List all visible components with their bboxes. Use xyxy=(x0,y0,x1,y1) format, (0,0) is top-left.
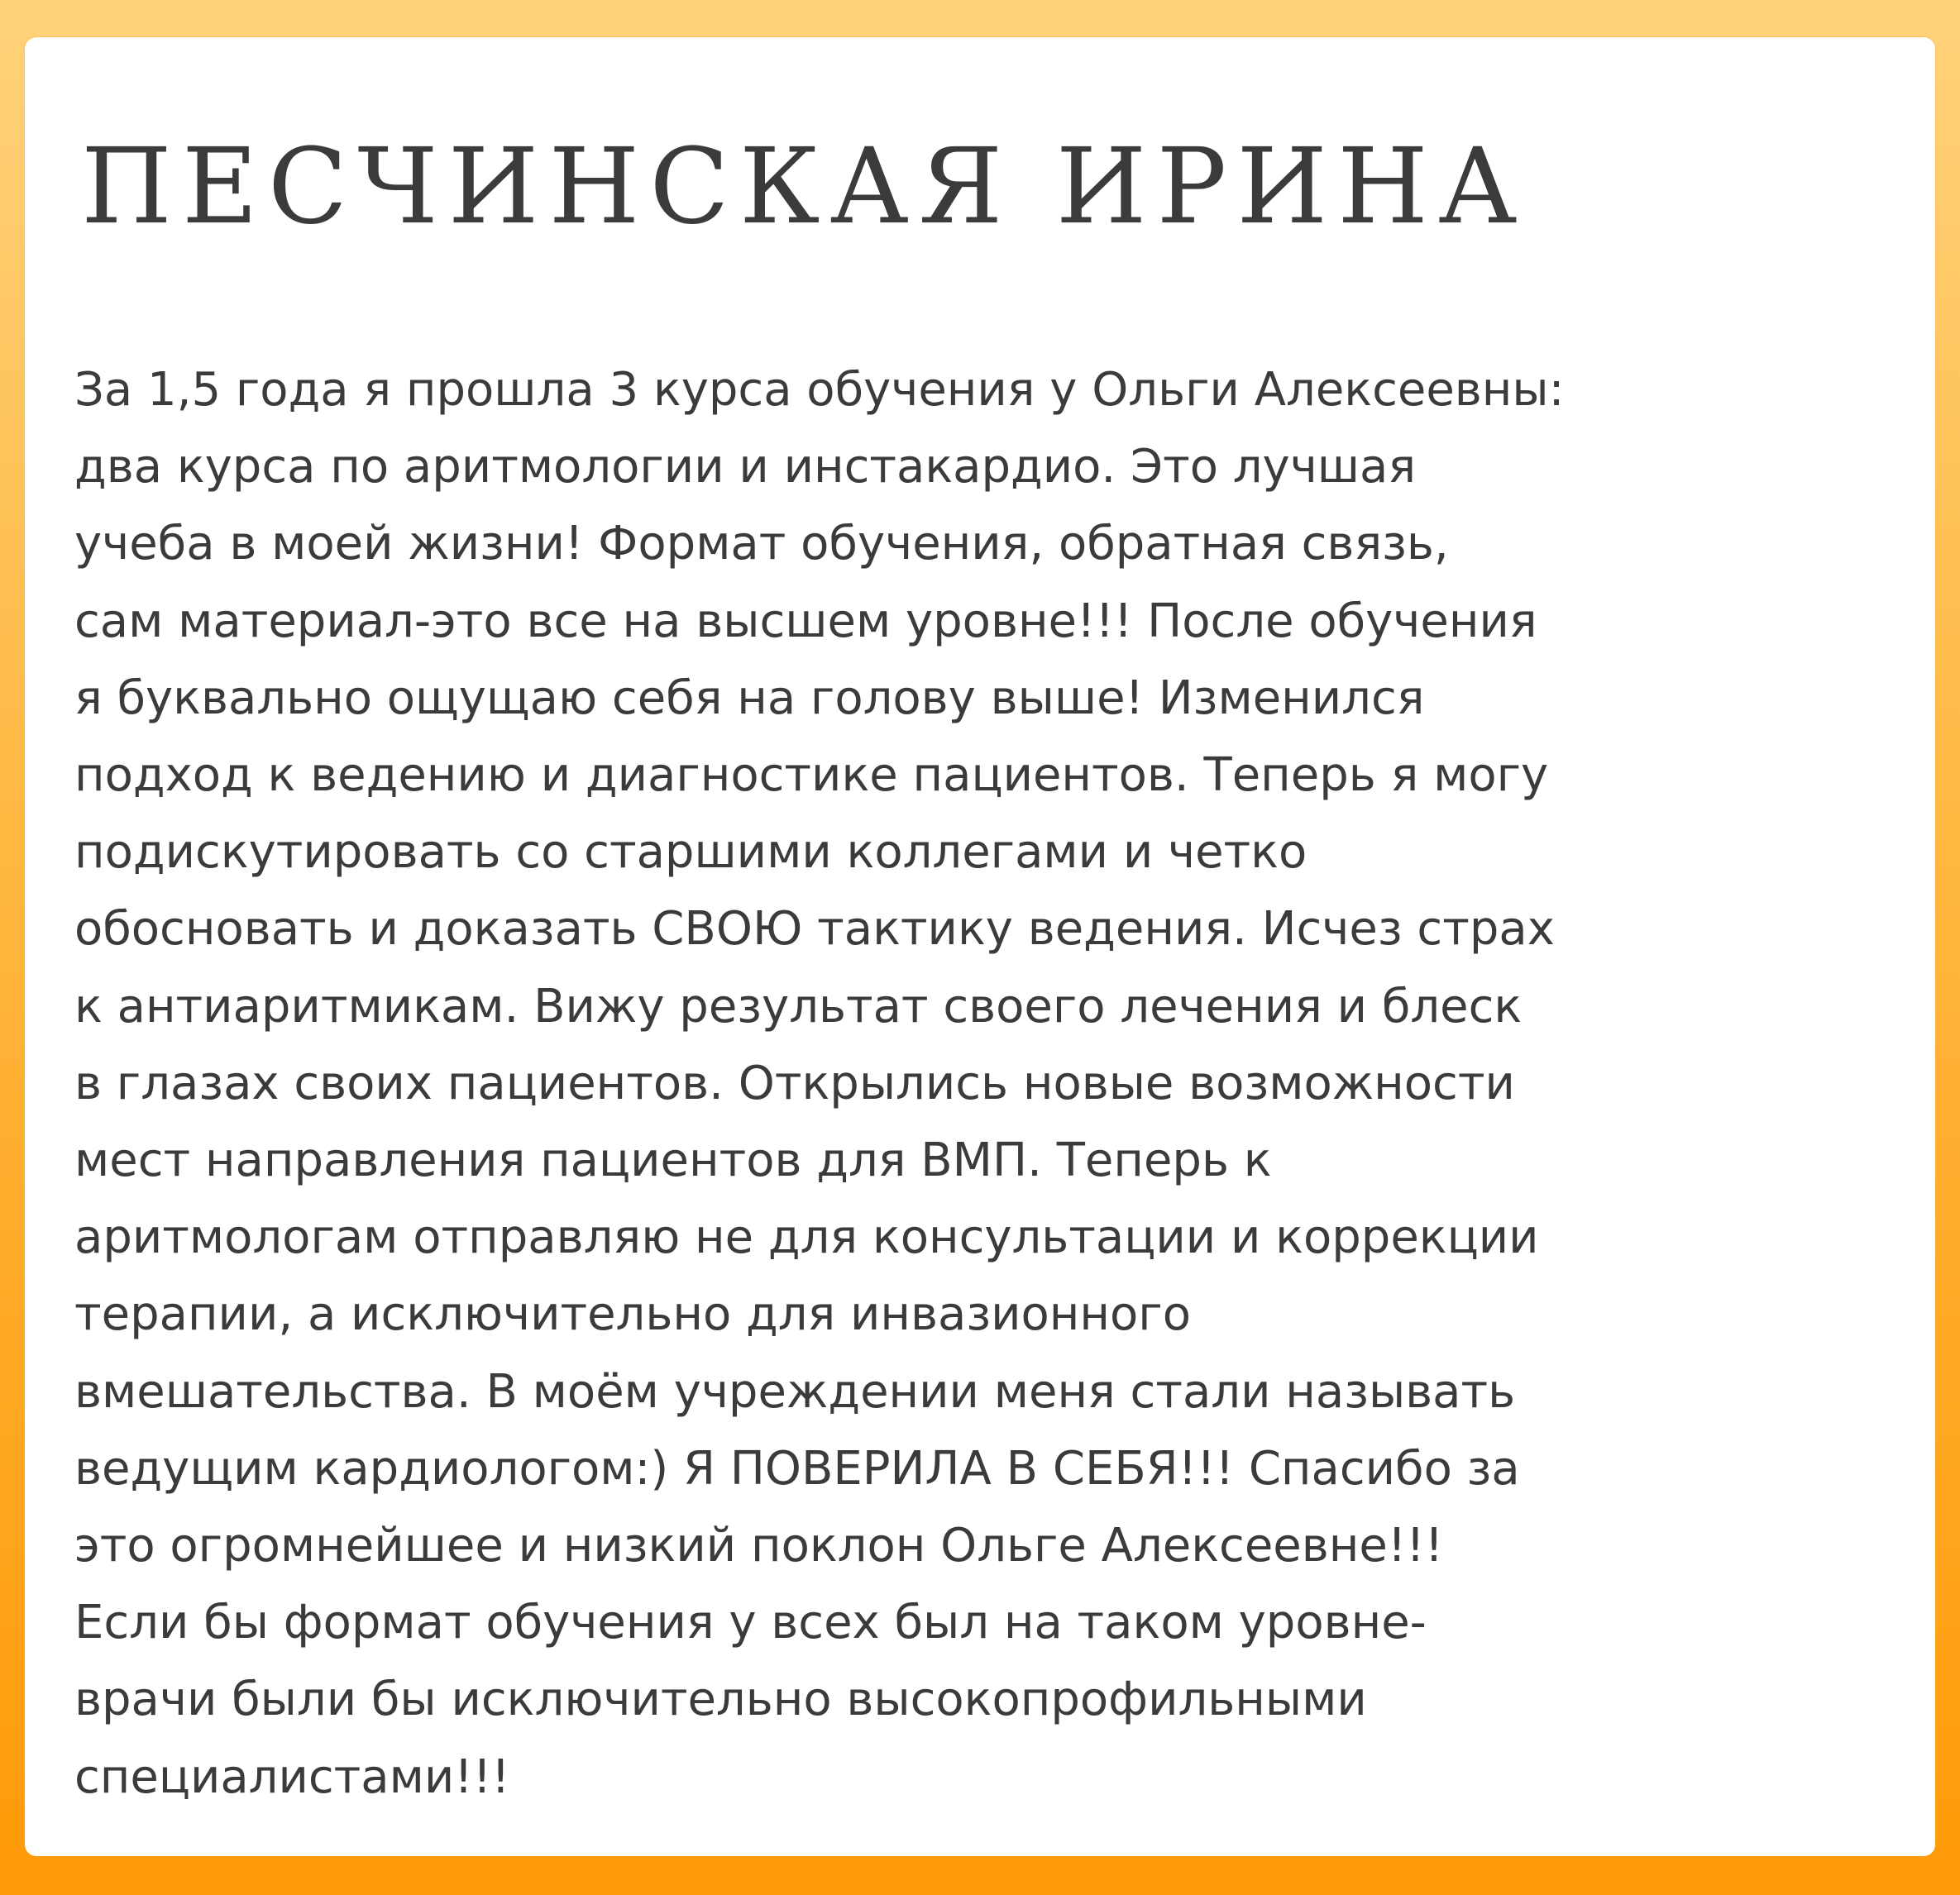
review-line: врачи были бы исключительно высокопрофильными xyxy=(74,1673,1367,1727)
review-line: обосновать и доказать СВОЮ тактику ведения. Исчез страх xyxy=(74,902,1555,957)
review-line: учеба в моей жизни! Формат обучения, обратная связь, xyxy=(74,517,1449,571)
review-line: специалистами!!! xyxy=(74,1749,510,1804)
review-line: вмешательства. В моём учреждении меня стали называть xyxy=(74,1364,1516,1419)
review-line: я буквально ощущаю себя на голову выше! Изменился xyxy=(74,671,1425,725)
review-line: это огромнейшее и низкий поклон Ольге Алексеевне!!! xyxy=(74,1519,1444,1573)
review-line: аритмологам отправляю не для консультации и коррекции xyxy=(74,1210,1539,1265)
review-line: ведущим кардиологом:) Я ПОВЕРИЛА В СЕБЯ!!! Спасибо за xyxy=(74,1441,1520,1496)
review-text xyxy=(74,351,1894,1816)
review-line: два курса по аритмологии и инстакардио. Это лучшая xyxy=(74,440,1417,494)
review-line: терапии, а исключительно для инвазионного xyxy=(74,1287,1191,1342)
review-card xyxy=(25,37,1935,1856)
review-line: сам материал-это все на высшем уровне!!! После обучения xyxy=(74,594,1537,648)
review-line: Если бы формат обучения у всех был на таком уровне- xyxy=(74,1596,1427,1650)
review-line: подход к ведению и диагностике пациентов. Теперь я могу xyxy=(74,748,1549,803)
review-line: подискутировать со старшими коллегами и четко xyxy=(74,825,1307,880)
review-line: к антиаритмикам. Вижу результат своего лечения и блеск xyxy=(74,979,1523,1033)
review-line: мест направления пациентов для ВМП. Теперь к xyxy=(74,1134,1272,1188)
author-name: ПЕСЧИНСКАЯ ИРИНА xyxy=(81,126,1527,247)
review-line: в глазах своих пациентов. Открылись новые возможности xyxy=(74,1056,1515,1110)
review-line: За 1,5 года я прошла 3 курса обучения у Ольги Алексеевны: xyxy=(74,363,1565,417)
